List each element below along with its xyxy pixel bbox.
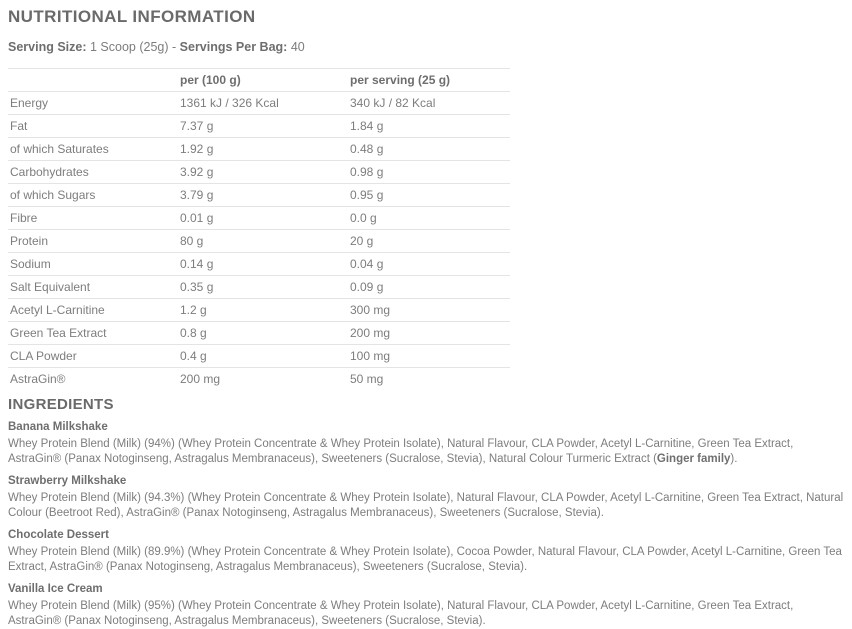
per-serving-value: 0.09 g — [348, 276, 510, 299]
column-header-nutrient — [8, 69, 178, 92]
table-row — [8, 115, 510, 138]
per-serving-value: 0.48 g — [348, 138, 510, 161]
ingredients-title: INGREDIENTS — [8, 396, 114, 413]
ingredients-section-banana — [8, 421, 844, 467]
table-row — [8, 92, 510, 115]
per-serving-value: 20 g — [348, 230, 510, 253]
table-row — [8, 207, 510, 230]
ingredients-text-part: Whey Protein Blend (Milk) (94%) (Whey Protein Concentrate & Whey Protein Isolate), Natural Flavour, CLA Powder, Acetyl L-Carnitine, Green Tea Extract, AstraGin® (Panax Notoginseng, Astragalus Membranaceus), Sweeteners (Sucralose, Stevia), Natural Colour Turmeric Extract ( — [8, 438, 794, 465]
ingredients-text-part: Whey Protein Blend (Milk) (94.3%) (Whey Protein Concentrate & Whey Protein Isolate), Natural Flavour, CLA Powder, Acetyl L-Carnitine, Green Tea Extract, Natural Colour (Beetroot Red), AstraGin® (Panax Notoginseng, Astragalus Membranaceus), Sweeteners (Sucralose, Stevia). — [8, 492, 844, 519]
per-100g-value: 7.37 g — [178, 115, 348, 138]
nutrient-label: of which Saturates — [8, 138, 178, 161]
per-100g-value: 3.79 g — [178, 184, 348, 207]
serving-info — [8, 40, 844, 54]
nutrient-label: Carbohydrates — [8, 161, 178, 184]
servings-per-bag-label: Servings Per Bag: — [179, 40, 288, 54]
ingredients-section-vanilla — [8, 583, 844, 629]
table-row — [8, 161, 510, 184]
per-serving-value: 100 mg — [348, 345, 510, 368]
per-100g-value: 0.35 g — [178, 276, 348, 299]
per-100g-value: 0.14 g — [178, 253, 348, 276]
flavor-ingredients-text — [8, 437, 844, 467]
nutrient-label: of which Sugars — [8, 184, 178, 207]
per-serving-value: 0.98 g — [348, 161, 510, 184]
ingredients-text-bold: Ginger family — [656, 453, 731, 465]
ingredients-text-end: ). — [730, 453, 738, 465]
column-header-per-100g: per (100 g) — [178, 69, 348, 92]
column-header-per-serving: per serving (25 g) — [348, 69, 510, 92]
per-serving-value: 1.84 g — [348, 115, 510, 138]
nutrient-label: Protein — [8, 230, 178, 253]
ingredients-section-chocolate — [8, 529, 844, 575]
nutrient-label: Fat — [8, 115, 178, 138]
nutrient-label: Sodium — [8, 253, 178, 276]
table-row — [8, 253, 510, 276]
per-100g-value: 1361 kJ / 326 Kcal — [178, 92, 348, 115]
per-serving-value: 200 mg — [348, 322, 510, 345]
flavor-name: Banana Milkshake — [8, 421, 108, 433]
nutrient-label: Acetyl L-Carnitine — [8, 299, 178, 322]
ingredients-section-strawberry — [8, 475, 844, 521]
table-row — [8, 184, 510, 207]
table-row — [8, 368, 510, 391]
nutrient-label: Green Tea Extract — [8, 322, 178, 345]
flavor-ingredients-text — [8, 545, 844, 575]
per-serving-value: 50 mg — [350, 372, 384, 386]
serving-size-label: Serving Size: — [8, 40, 87, 54]
table-row — [8, 345, 510, 368]
nutrient-label: CLA Powder — [8, 345, 178, 368]
table-row — [8, 138, 510, 161]
ingredients-text-part: Whey Protein Blend (Milk) (89.9%) (Whey Protein Concentrate & Whey Protein Isolate), Cocoa Powder, Natural Flavour, CLA Powder, Acetyl L-Carnitine, Green Tea Extract, AstraGin® (Panax Notoginseng, Astragalus Membranaceus), Sweeteners (Sucralose, Stevia). — [8, 546, 842, 573]
per-serving-value: 300 mg — [348, 299, 510, 322]
per-100g-value: 80 g — [178, 230, 348, 253]
per-serving-value: 0.0 g — [348, 207, 510, 230]
per-100g-value: 200 mg — [180, 372, 221, 386]
per-serving-value: 340 kJ / 82 Kcal — [348, 92, 510, 115]
nutrient-label: AstraGin® — [10, 372, 66, 386]
per-serving-value: 0.95 g — [348, 184, 510, 207]
nutrient-label: Energy — [8, 92, 178, 115]
per-100g-value: 3.92 g — [178, 161, 348, 184]
serving-size-value: 1 Scoop (25g) — [89, 40, 169, 54]
per-100g-value: 0.4 g — [178, 345, 348, 368]
nutrient-label: Salt Equivalent — [8, 276, 178, 299]
flavor-name: Vanilla Ice Cream — [8, 583, 103, 595]
per-serving-value: 0.04 g — [348, 253, 510, 276]
per-100g-value: 1.2 g — [178, 299, 348, 322]
table-header-row — [8, 69, 510, 92]
flavor-name: Strawberry Milkshake — [8, 475, 127, 487]
flavor-ingredients-text — [8, 599, 844, 629]
servings-per-bag-value: 40 — [290, 40, 305, 54]
per-100g-value: 0.01 g — [178, 207, 348, 230]
flavor-name: Chocolate Dessert — [8, 529, 109, 541]
nutrition-title: NUTRITIONAL INFORMATION — [8, 7, 256, 26]
table-row — [8, 299, 510, 322]
table-row — [8, 230, 510, 253]
serving-separator: - — [172, 40, 177, 54]
flavor-ingredients-text — [8, 491, 844, 521]
ingredients-text-part: Whey Protein Blend (Milk) (95%) (Whey Protein Concentrate & Whey Protein Isolate), Natural Flavour, CLA Powder, Acetyl L-Carnitine, Green Tea Extract, AstraGin® (Panax Notoginseng, Astragalus Membranaceus), Sweeteners (Sucralose, Stevia). — [8, 600, 794, 627]
per-100g-value: 1.92 g — [178, 138, 348, 161]
per-100g-value: 0.8 g — [178, 322, 348, 345]
table-row — [8, 276, 510, 299]
nutrient-label: Fibre — [8, 207, 178, 230]
nutrition-table — [8, 68, 510, 390]
table-row — [8, 322, 510, 345]
